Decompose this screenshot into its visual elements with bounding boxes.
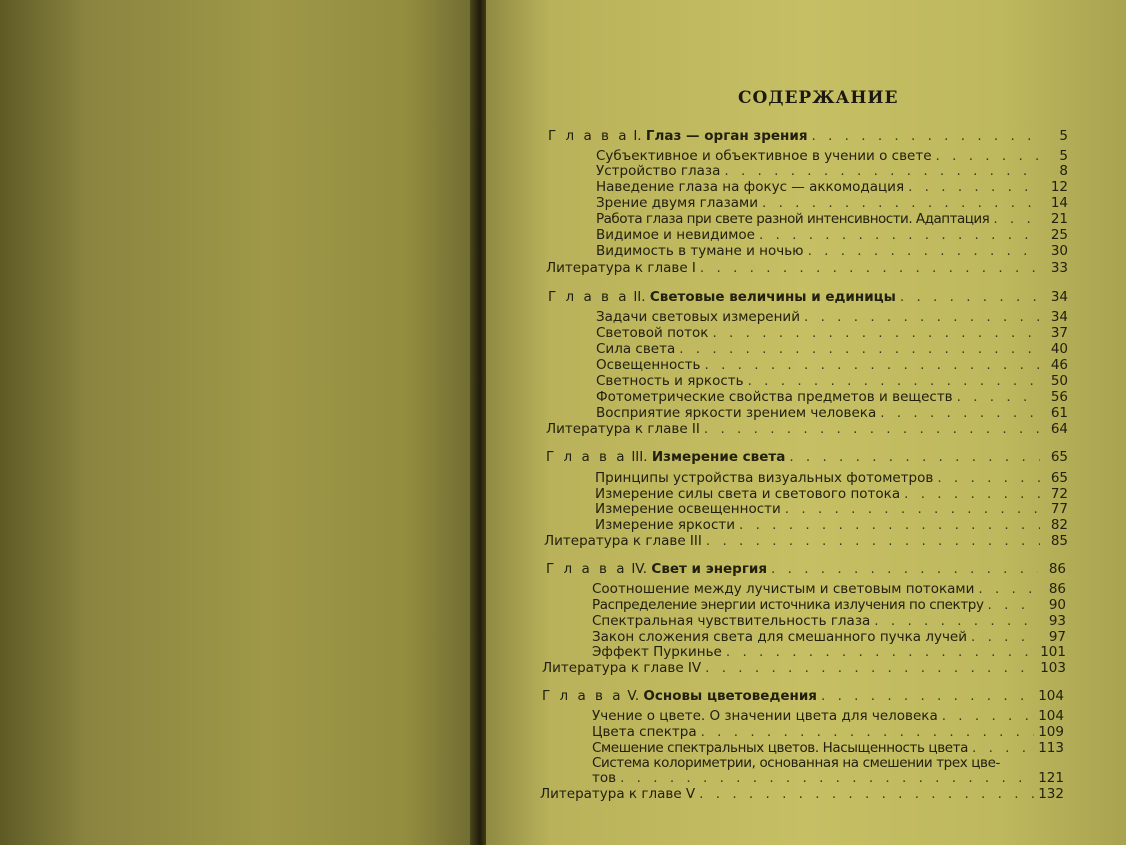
toc-section: Видимость в тумане и ночью . . . 30 xyxy=(596,244,1068,259)
toc-section: Закон сложения света для смешанного пучка лучей . . . 97 xyxy=(592,630,1066,645)
toc-section-line1: Система колориметрии, основанная на смешении трех цве- xyxy=(592,755,1000,771)
chapter-heading: Г л а в а I. Глаз — орган зрения . . . 5 xyxy=(548,129,1068,144)
toc-section: тов . . . 121 xyxy=(592,771,1064,786)
toc-literature: Литература к главе II . . . 64 xyxy=(546,422,1068,437)
page-number: 86 xyxy=(1048,561,1066,577)
toc-literature: Литература к главе III . . . 85 xyxy=(544,534,1068,549)
page-number: 104 xyxy=(1038,688,1064,704)
toc-section: Светность и яркость . . . 50 xyxy=(596,374,1068,389)
toc-section: Сила света . . . 40 xyxy=(596,342,1068,357)
toc-section: Работа глаза при свете разной интенсивности. Адаптация . . . 21 xyxy=(596,212,1068,227)
toc-section: Восприятие яркости зрением человека . . . 61 xyxy=(596,406,1068,421)
toc-literature: Литература к главе V . . . 132 xyxy=(540,787,1064,802)
toc-literature: Литература к главе I . . . 33 xyxy=(546,261,1068,276)
toc-section: Измерение освещенности . . . 77 xyxy=(595,502,1068,517)
toc-section: Спектральная чувствительность глаза . . . 93 xyxy=(592,614,1066,629)
page-number: 5 xyxy=(1059,128,1068,144)
toc-section: Эффект Пуркинье . . . 101 xyxy=(592,645,1066,660)
toc-section: Световой поток . . . 37 xyxy=(596,326,1068,341)
toc-literature: Литература к главе IV . . . 103 xyxy=(542,661,1066,676)
toc-section: Измерение силы света и светового потока . . . 72 xyxy=(595,487,1068,502)
toc-section: Распределение энергии источника излучения по спектру . . . 90 xyxy=(592,598,1066,613)
toc-section: Субъективное и объективное в учении о свете . . . 5 xyxy=(596,149,1068,164)
toc-section: Соотношение между лучистым и световым потоками . . . 86 xyxy=(592,582,1066,597)
toc-section: Зрение двумя глазами . . . 14 xyxy=(596,196,1068,211)
chapter-heading: Г л а в а V. Основы цветоведения . . . 104 xyxy=(542,689,1064,704)
toc-section: Измерение яркости . . . 82 xyxy=(595,518,1068,533)
toc-title: СОДЕРЖАНИЕ xyxy=(738,88,899,108)
toc-section: Учение о цвете. О значении цвета для человека . . . 104 xyxy=(592,709,1064,724)
chapter-heading: Г л а в а IV. Свет и энергия . . . 86 xyxy=(546,562,1066,577)
chapter-heading: Г л а в а III. Измерение света . . . 65 xyxy=(546,450,1068,465)
page-number: 65 xyxy=(1050,449,1068,465)
toc-section: Цвета спектра . . . 109 xyxy=(592,725,1064,740)
toc-section: Смешение спектральных цветов. Насыщенность цвета . . . 113 xyxy=(592,741,1064,756)
toc-section: Видимое и невидимое . . . 25 xyxy=(596,228,1068,243)
toc-section: Задачи световых измерений . . . 34 xyxy=(596,310,1068,325)
toc-section: Наведение глаза на фокус — аккомодация . . . 12 xyxy=(596,180,1068,195)
chapter-heading: Г л а в а II. Световые величины и единицы . . . 34 xyxy=(548,290,1068,305)
page-number: 34 xyxy=(1050,289,1068,305)
toc-section: Освещенность . . . 46 xyxy=(596,358,1068,373)
toc-section: Фотометрические свойства предметов и веществ . . . 56 xyxy=(596,390,1068,405)
toc-section: Принципы устройства визуальных фотометров . . . 65 xyxy=(595,471,1068,486)
toc-section: Устройство глаза . . . 8 xyxy=(596,164,1068,179)
